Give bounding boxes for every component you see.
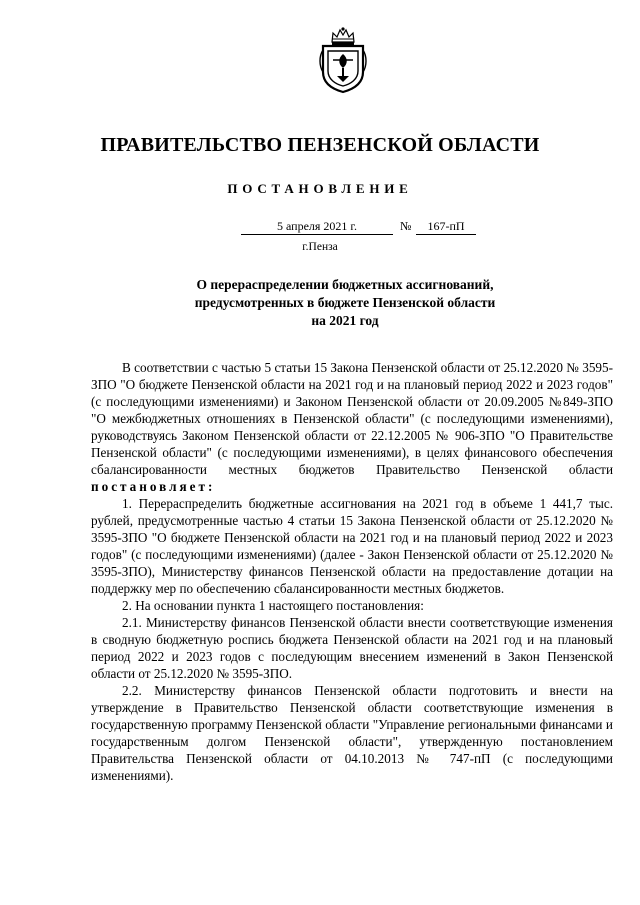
document-date: 5 апреля 2021 г.: [241, 218, 393, 235]
heading-line-1: О перераспределении бюджетных ассигнований,: [196, 277, 494, 292]
paragraph-2-1: 2.1. Министерству финансов Пензенской области внести соответствующие изменения в сводную бюджетную роспись бюджета Пензенской области на 2021 год и на плановый период 2022 и 2023 годов с последующим внесением изменений в Закон Пензенской области от 25.12.2020 № 3595-ЗПО.: [91, 615, 613, 681]
document-type: ПОСТАНОВЛЕНИЕ: [227, 181, 413, 196]
paragraph-2: 2. На основании пункта 1 настоящего постановления:: [122, 598, 424, 613]
paragraph-1: 1. Перераспределить бюджетные ассигнования на 2021 год в объеме 1 441,7 тыс. рублей, предусмотренные частью 4 статьи 15 Закона Пензенской области от 25.12.2020 № 3595-ЗПО "О бюджете Пензенской области на 2021 год и на плановый период 2022 и 2023 годов" (с последующими изменениями) (далее - Закон Пензенской области от 25.12.2020 № 3595-ЗПО), Министерству финансов Пензенской области на предоставление дотации на поддержку мер по обеспечению сбалансированности местных бюджетов.: [91, 496, 613, 596]
number-sign: №: [400, 219, 412, 233]
resolution-heading: [150, 276, 540, 330]
preamble-text: В соответствии с частью 5 статьи 15 Закона Пензенской области от 25.12.2020 № 3595-ЗПО "О бюджете Пензенской области на 2021 год и на плановый период 2022 и 2023 годов" (с последующими изменениями) и Законом Пензенской области от 20.09.2005 №849-ЗПО "О межбюджетных отношениях в Пензенской области" (с последующими изменениями), руководствуясь Законом Пензенской области от 22.12.2005 № 906-ЗПО "О Правительстве Пензенской области" (с последующими изменениями), в целях финансового обеспечения сбалансированности местных бюджетов Правительство Пензенской области: [91, 360, 613, 477]
resolution-body: [91, 359, 613, 784]
date-number-line: [0, 218, 640, 236]
preamble-paragraph: [91, 359, 613, 495]
city-name: г.Пенза: [302, 241, 338, 253]
heading-line-2: предусмотренных в бюджете Пензенской области: [194, 295, 496, 310]
document-number: 167-пП: [416, 218, 476, 235]
coat-of-arms-icon: [318, 26, 368, 94]
paragraph-2-2: 2.2. Министерству финансов Пензенской области подготовить и внести на утверждение в Правительство Пензенской области соответствующие изменения в государственную программу Пензенской области "Управление региональными финансами и государственным долгом Пензенской области", утвержденную постановлением Правительства Пензенской области от 04.10.2013 № 747-пП (с последующими изменениями).: [91, 683, 613, 783]
heading-line-3: на 2021 год: [311, 313, 379, 328]
government-title: ПРАВИТЕЛЬСТВО ПЕНЗЕНСКОЙ ОБЛАСТИ: [100, 134, 540, 156]
decree-word: постановляет:: [91, 479, 216, 494]
